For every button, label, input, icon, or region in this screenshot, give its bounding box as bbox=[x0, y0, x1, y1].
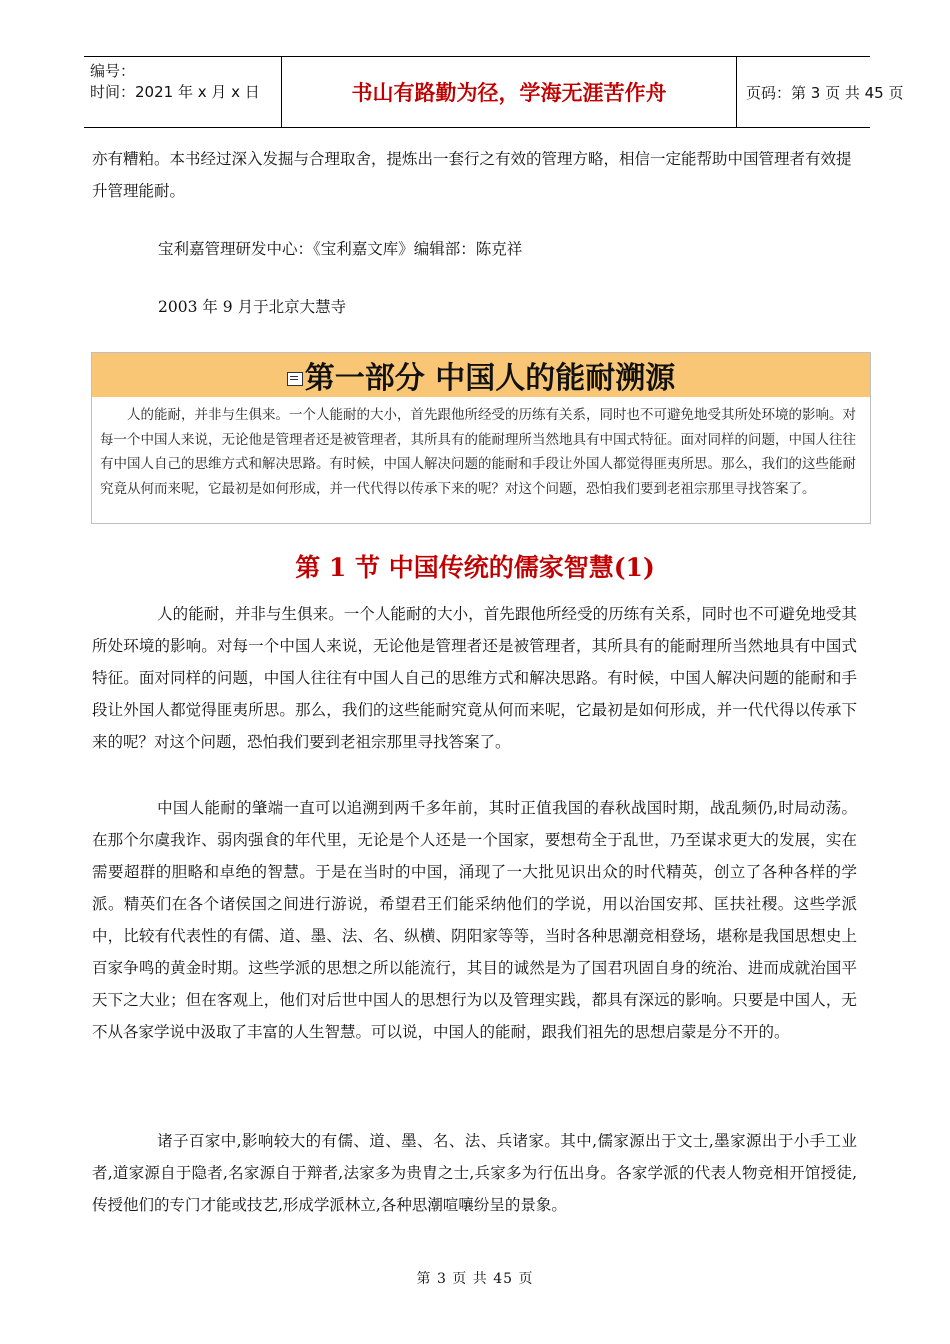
part-summary: 人的能耐，并非与生俱来。一个人能耐的大小，首先跟他所经受的历练有关系，同时也不可避免地受其所处环境的影响。对每一个中国人来说，无论他是管理者还是被管理者，其所具有的能耐理所当然地具有中国式特征。面对同样的问题，中国人往往有中国人自己的思维方式和解决思路。有时候，中国人解决问题的能耐和手段让外国人都觉得匪夷所思。那么，我们的这些能耐究竟从何而来呢，它最初是如何形成，并一代代得以传承下来的呢？对这个问题，恐怕我们要到老祖宗那里寻找答案了。 bbox=[100, 407, 856, 497]
section-title: 第 1 节 中国传统的儒家智慧(1) bbox=[295, 553, 655, 582]
header-motto: 书山有路勤为径，学海无涯苦作舟 bbox=[282, 57, 737, 127]
part-box bbox=[91, 352, 871, 524]
part-title: 第一部分 中国人的能耐溯源 bbox=[304, 361, 676, 396]
part-header bbox=[92, 353, 870, 397]
body-paragraph: 人的能耐，并非与生俱来。一个人能耐的大小，首先跟他所经受的历练有关系，同时也不可避免地受其所处环境的影响。对每一个中国人来说，无论他是管理者还是被管理者，其所具有的能耐理所当然地具有中国式特征。面对同样的问题，中国人往往有中国人自己的思维方式和解决思路。有时候，中国人解决问题的能耐和手段让外国人都觉得匪夷所思。那么，我们的这些能耐究竟从何而来呢，它最初是如何形成，并一代代得以传承下来的呢？对这个问题，恐怕我们要到老祖宗那里寻找答案了。 bbox=[92, 605, 857, 751]
document-icon bbox=[287, 372, 303, 386]
intro-paragraph: 亦有糟粕。本书经过深入发掘与合理取舍，提炼出一套行之有效的管理方略，相信一定能帮助中国管理者有效提升管理能耐。 bbox=[92, 150, 852, 200]
code-label: 编号： bbox=[90, 62, 136, 80]
body-paragraph: 诸子百家中,影响较大的有儒、道、墨、名、法、兵诸家。其中,儒家源出于文士,墨家源出于小手工业者,道家源自于隐者,名家源自于辩者,法家多为贵胄之士,兵家多为行伍出身。各家学派的代表人物竞相开馆授徒,传授他们的专门才能或技艺,形成学派林立,各种思潮喧嚷纷呈的景象。 bbox=[92, 1132, 857, 1214]
header-meta bbox=[84, 57, 282, 127]
intro-signature: 宝利嘉管理研发中心：《宝利嘉文库》编辑部：陈克祥 bbox=[158, 240, 523, 258]
body-paragraph: 中国人能耐的肇端一直可以追溯到两千多年前，其时正值我国的春秋战国时期，战乱频仍,时局动荡。在那个尔虞我诈、弱肉强食的年代里，无论是个人还是一个国家，要想苟全于乱世，乃至谋求更大的发展，实在需要超群的胆略和卓绝的智慧。于是在当时的中国，涌现了一大批见识出众的时代精英，创立了各种各样的学派。精英们在各个诸侯国之间进行游说，希望君王们能采纳他们的学说，用以治国安邦、匡扶社稷。这些学派中，比较有代表性的有儒、道、墨、法、名、纵横、阴阳家等等，当时各种思潮竞相登场，堪称是我国思想史上百家争鸣的黄金时期。这些学派的思想之所以能流行，其目的诚然是为了国君巩固自身的统治、进而成就治国平天下之大业；但在客观上，他们对后世中国人的思想行为以及管理实践，都具有深远的影响。只要是中国人，无不从各家学说中汲取了丰富的人生智慧。可以说，中国人的能耐，跟我们祖先的思想启蒙是分不开的。 bbox=[92, 799, 857, 1041]
date-label: 时间：2021 年 x 月 x 日 bbox=[90, 83, 260, 101]
page-footer: 第 3 页 共 45 页 bbox=[416, 1271, 534, 1287]
page-header bbox=[84, 56, 904, 128]
intro-date-place: 2003 年 9 月于北京大慧寺 bbox=[158, 298, 347, 316]
header-page-info: 页码：第 3 页 共 45 页 bbox=[746, 83, 904, 102]
